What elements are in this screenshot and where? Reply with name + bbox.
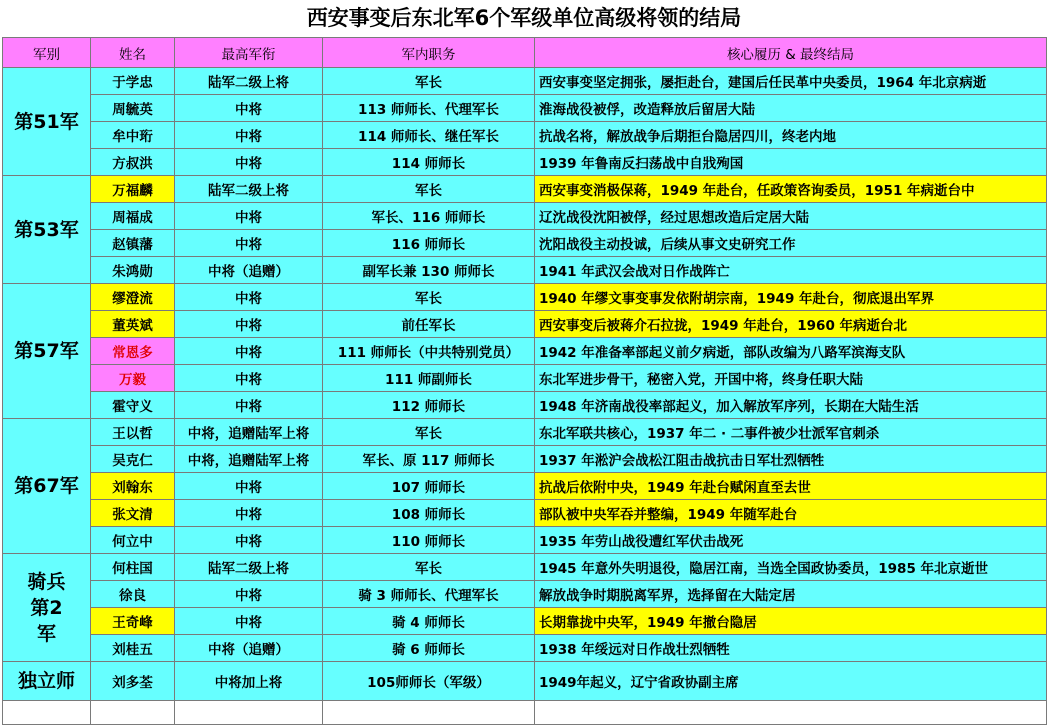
general-rank: 陆军二级上将 [175, 176, 323, 203]
general-post: 军长 [323, 68, 535, 95]
general-name: 董英斌 [91, 311, 175, 338]
table-row [3, 446, 1047, 473]
general-rank: 中将 [175, 500, 323, 527]
general-fate: 解放战争时期脱离军界，选择留在大陆定居 [535, 581, 1047, 608]
general-fate: 1941 年武汉会战对日作战阵亡 [535, 257, 1047, 284]
general-name: 朱鸿勋 [91, 257, 175, 284]
general-rank: 中将 [175, 284, 323, 311]
page-title: 西安事变后东北军6个军级单位高级将领的结局 [306, 6, 742, 30]
table-row [3, 662, 1047, 701]
general-post: 军长、116 师师长 [323, 203, 535, 230]
general-rank: 中将加上将 [175, 662, 323, 701]
general-fate: 1939 年鲁南反扫荡战中自戕殉国 [535, 149, 1047, 176]
general-post: 军长 [323, 176, 535, 203]
table-row [3, 284, 1047, 311]
general-fate: 西安事变坚定拥张，屡拒赴台，建国后任民革中央委员，1964 年北京病逝 [535, 68, 1047, 95]
general-fate: 抗战后依附中央，1949 年赴台赋闲直至去世 [535, 473, 1047, 500]
general-name: 缪澄流 [91, 284, 175, 311]
general-fate: 1940 年缪文事变事发依附胡宗南，1949 年赴台，彻底退出军界 [535, 284, 1047, 311]
header-name: 姓名 [91, 38, 175, 68]
army-cell: 第51军 [3, 68, 91, 176]
table-row [3, 365, 1047, 392]
table-row [3, 527, 1047, 554]
empty-cell [3, 701, 91, 725]
general-post: 108 师师长 [323, 500, 535, 527]
table-row [3, 257, 1047, 284]
general-post: 111 师副师长 [323, 365, 535, 392]
general-rank: 中将 [175, 149, 323, 176]
general-name: 吴克仁 [91, 446, 175, 473]
table-row [3, 608, 1047, 635]
general-fate: 辽沈战役沈阳被俘，经过思想改造后定居大陆 [535, 203, 1047, 230]
empty-cell [175, 701, 323, 725]
table-row [3, 68, 1047, 95]
general-fate: 1949年起义，辽宁省政协副主席 [535, 662, 1047, 701]
general-fate: 1945 年意外失明退役，隐居江南，当选全国政协委员，1985 年北京逝世 [535, 554, 1047, 581]
table-row [3, 392, 1047, 419]
general-rank: 中将 [175, 338, 323, 365]
army-cell: 第67军 [3, 419, 91, 554]
general-fate: 西安事变消极保蒋，1949 年赴台，任政策咨询委员，1951 年病逝台中 [535, 176, 1047, 203]
general-name: 万福麟 [91, 176, 175, 203]
general-post: 111 师师长（中共特别党员） [323, 338, 535, 365]
table-row [3, 554, 1047, 581]
general-fate: 1937 年淞沪会战松江阻击战抗击日军壮烈牺牲 [535, 446, 1047, 473]
table-row [3, 176, 1047, 203]
general-post: 军长 [323, 419, 535, 446]
general-rank: 中将 [175, 122, 323, 149]
table-row [3, 149, 1047, 176]
general-name: 赵镇藩 [91, 230, 175, 257]
general-name: 万毅 [91, 365, 175, 392]
general-fate: 1938 年绥远对日作战壮烈牺牲 [535, 635, 1047, 662]
general-rank: 中将 [175, 581, 323, 608]
general-rank: 中将 [175, 392, 323, 419]
general-name: 王以哲 [91, 419, 175, 446]
empty-cell [323, 701, 535, 725]
army-cell: 骑兵第2军 [3, 554, 91, 662]
general-name: 何柱国 [91, 554, 175, 581]
general-post: 军长、原 117 师师长 [323, 446, 535, 473]
general-name: 刘桂五 [91, 635, 175, 662]
general-post: 副军长兼 130 师师长 [323, 257, 535, 284]
general-name: 刘翰东 [91, 473, 175, 500]
generals-table [2, 37, 1047, 725]
general-post: 骑 6 师师长 [323, 635, 535, 662]
general-name: 牟中珩 [91, 122, 175, 149]
header-fate: 核心履历 & 最终结局 [535, 38, 1047, 68]
general-post: 105师师长（军级） [323, 662, 535, 701]
table-row [3, 122, 1047, 149]
general-fate: 淮海战役被俘，改造释放后留居大陆 [535, 95, 1047, 122]
table-row [3, 311, 1047, 338]
table-row [3, 635, 1047, 662]
general-rank: 中将 [175, 95, 323, 122]
general-fate: 1935 年劳山战役遭红军伏击战死 [535, 527, 1047, 554]
general-rank: 中将 [175, 203, 323, 230]
general-fate: 1942 年准备率部起义前夕病逝，部队改编为八路军滨海支队 [535, 338, 1047, 365]
general-fate: 东北军联共核心，1937 年二 · 二事件被少壮派军官刺杀 [535, 419, 1047, 446]
general-post: 113 师师长、代理军长 [323, 95, 535, 122]
general-fate: 长期靠拢中央军，1949 年撤台隐居 [535, 608, 1047, 635]
general-rank: 中将 [175, 608, 323, 635]
table-row [3, 419, 1047, 446]
general-rank: 中将 [175, 311, 323, 338]
army-cell: 独立师 [3, 662, 91, 701]
general-name: 周福成 [91, 203, 175, 230]
general-name: 王奇峰 [91, 608, 175, 635]
general-fate: 抗战名将，解放战争后期拒台隐居四川，终老内地 [535, 122, 1047, 149]
general-name: 常恩多 [91, 338, 175, 365]
general-fate: 沈阳战役主动投诚，后续从事文史研究工作 [535, 230, 1047, 257]
general-fate: 部队被中央军吞并整编，1949 年随军赴台 [535, 500, 1047, 527]
general-rank: 陆军二级上将 [175, 68, 323, 95]
general-name: 霍守义 [91, 392, 175, 419]
general-post: 骑 4 师师长 [323, 608, 535, 635]
table-row [3, 230, 1047, 257]
table-row [3, 338, 1047, 365]
general-name: 于学忠 [91, 68, 175, 95]
table-row [3, 203, 1047, 230]
general-post: 骑 3 师师长、代理军长 [323, 581, 535, 608]
general-fate: 东北军进步骨干，秘密入党，开国中将，终身任职大陆 [535, 365, 1047, 392]
general-name: 徐良 [91, 581, 175, 608]
general-rank: 中将 [175, 527, 323, 554]
general-rank: 陆军二级上将 [175, 554, 323, 581]
general-name: 张文清 [91, 500, 175, 527]
general-name: 何立中 [91, 527, 175, 554]
table-row [3, 473, 1047, 500]
general-name: 方叔洪 [91, 149, 175, 176]
general-rank: 中将，追赠陆军上将 [175, 419, 323, 446]
general-post: 110 师师长 [323, 527, 535, 554]
general-rank: 中将，追赠陆军上将 [175, 446, 323, 473]
general-rank: 中将（追赠） [175, 635, 323, 662]
header-rank: 最高军衔 [175, 38, 323, 68]
general-post: 107 师师长 [323, 473, 535, 500]
general-post: 114 师师长 [323, 149, 535, 176]
general-post: 前任军长 [323, 311, 535, 338]
general-rank: 中将 [175, 473, 323, 500]
general-post: 军长 [323, 284, 535, 311]
general-post: 116 师师长 [323, 230, 535, 257]
general-fate: 西安事变后被蒋介石拉拢，1949 年赴台，1960 年病逝台北 [535, 311, 1047, 338]
empty-cell [91, 701, 175, 725]
header-army: 军别 [3, 38, 91, 68]
general-rank: 中将 [175, 365, 323, 392]
general-rank: 中将 [175, 230, 323, 257]
general-name: 周毓英 [91, 95, 175, 122]
table-row [3, 581, 1047, 608]
header-row [3, 38, 1047, 68]
general-fate: 1948 年济南战役率部起义，加入解放军序列，长期在大陆生活 [535, 392, 1047, 419]
table-row [3, 500, 1047, 527]
header-post: 军内职务 [323, 38, 535, 68]
general-post: 114 师师长、继任军长 [323, 122, 535, 149]
empty-row [3, 701, 1047, 725]
empty-cell [535, 701, 1047, 725]
general-rank: 中将（追赠） [175, 257, 323, 284]
general-post: 军长 [323, 554, 535, 581]
army-cell: 第57军 [3, 284, 91, 419]
table-row [3, 95, 1047, 122]
army-cell: 第53军 [3, 176, 91, 284]
general-name: 刘多荃 [91, 662, 175, 701]
general-post: 112 师师长 [323, 392, 535, 419]
